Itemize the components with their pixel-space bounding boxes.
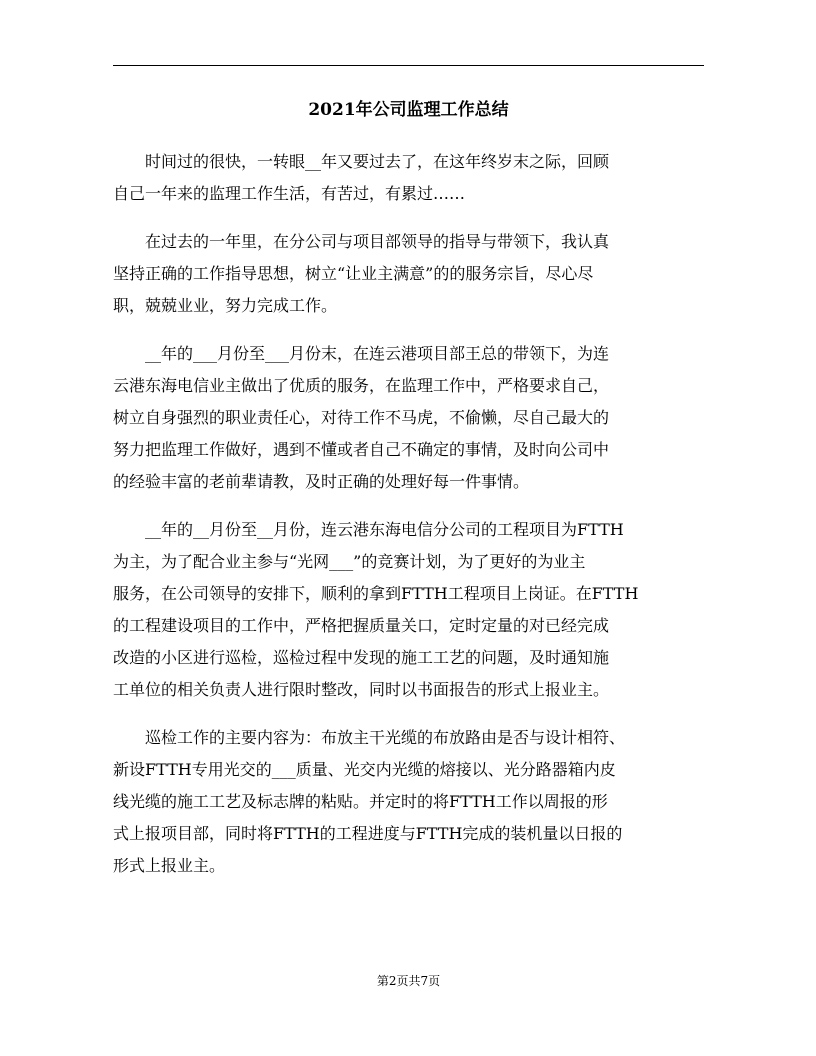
document-title: 2021年公司监理工作总结 <box>308 100 509 120</box>
page-number-footer: 第2页共7页 <box>376 974 441 988</box>
text-line: 云港东海电信业主做出了优质的服务，在监理工作中，严格要求自己， <box>113 376 610 395</box>
paragraph-3 <box>113 338 704 498</box>
text-line: 职，兢兢业业，努力完成工作。 <box>113 296 338 315</box>
text-line: 自己一年来的监理工作生活，有苦过，有累过…… <box>113 184 466 203</box>
text-line: 改造的小区进行巡检，巡检过程中发现的施工工艺的问题，及时通知施 <box>113 648 610 667</box>
text-line: 新设FTTH专用光交的___质量、光交内光缆的熔接以、光分路器箱内皮 <box>113 760 616 779</box>
text-line: 式上报项目部，同时将FTTH的工程进度与FTTH完成的装机量以日报的 <box>113 824 623 843</box>
text-line: 努力把监理工作做好，遇到不懂或者自己不确定的事情，及时向公司中 <box>113 440 610 459</box>
text-line: 树立自身强烈的职业责任心，对待工作不马虎，不偷懒，尽自己最大的 <box>113 408 610 427</box>
header-rule <box>113 65 704 66</box>
paragraph-5 <box>113 722 704 882</box>
text-line: 的工程建设项目的工作中，严格把握质量关口，定时定量的对已经完成 <box>113 616 610 635</box>
text-line: 形式上报业主。 <box>113 856 226 875</box>
text-line: __年的__月份至__月份，连云港东海电信分公司的工程项目为FTTH <box>145 520 624 539</box>
text-line: __年的___月份至___月份末，在连云港项目部王总的带领下，为连 <box>145 344 610 363</box>
paragraph-1 <box>113 146 704 210</box>
text-line: 巡检工作的主要内容为：布放主干光缆的布放路由是否与设计相符、 <box>145 728 626 747</box>
text-line: 在过去的一年里，在分公司与项目部领导的指导与带领下，我认真 <box>145 232 610 251</box>
paragraph-4 <box>113 514 704 706</box>
paragraph-2 <box>113 226 704 322</box>
text-line: 为主，为了配合业主参与“光网___”的竞赛计划，为了更好的为业主 <box>113 552 586 571</box>
text-line: 时间过的很快，一转眼__年又要过去了，在这年终岁末之际，回顾 <box>145 152 610 171</box>
text-line: 工单位的相关负责人进行限时整改，同时以书面报告的形式上报业主。 <box>113 680 610 699</box>
text-line: 服务，在公司领导的安排下，顺利的拿到FTTH工程项目上岗证。在FTTH <box>113 584 639 603</box>
document-body <box>113 146 704 898</box>
text-line: 的经验丰富的老前辈请教，及时正确的处理好每一件事情。 <box>113 472 530 491</box>
text-line: 坚持正确的工作指导思想，树立“让业主满意”的的服务宗旨，尽心尽 <box>113 264 594 283</box>
text-line: 线光缆的施工工艺及标志牌的粘贴。并定时的将FTTH工作以周报的形 <box>113 792 608 811</box>
